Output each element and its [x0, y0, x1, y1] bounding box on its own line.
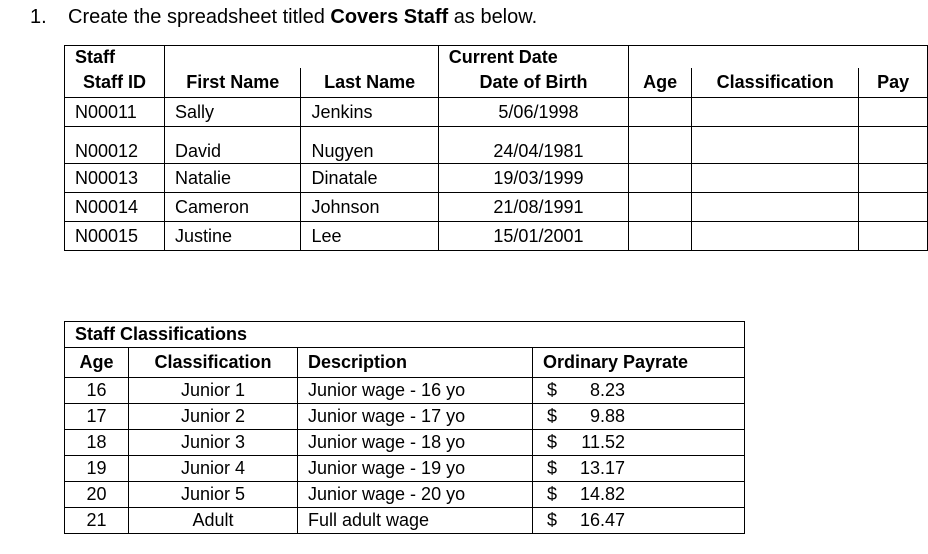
staff-id-cell[interactable]: N00015: [65, 222, 165, 251]
header-staff-id: Staff ID: [65, 68, 165, 98]
table-row: [65, 98, 928, 127]
age-cell[interactable]: 18: [65, 430, 129, 456]
instruction-number: 1.: [30, 6, 47, 28]
instruction-text-after: as below.: [448, 6, 538, 28]
staff-title-row: [65, 46, 928, 69]
staff-table: [64, 45, 928, 251]
age-cell[interactable]: 19: [65, 456, 129, 482]
age-cell[interactable]: 21: [65, 508, 129, 534]
payrate-cell[interactable]: [533, 430, 745, 456]
header-date-of-birth: Date of Birth: [438, 68, 628, 98]
current-date-label: Current Date: [438, 46, 628, 69]
age-cell[interactable]: [629, 127, 692, 164]
description-cell[interactable]: Junior wage - 20 yo: [298, 482, 533, 508]
age-cell[interactable]: 20: [65, 482, 129, 508]
first-name-cell[interactable]: Cameron: [165, 193, 301, 222]
header-age: Age: [65, 348, 129, 378]
table-row: [65, 482, 745, 508]
last-name-cell[interactable]: Dinatale: [301, 164, 438, 193]
first-name-cell[interactable]: Sally: [165, 98, 301, 127]
payrate-cell[interactable]: [533, 482, 745, 508]
current-date-value[interactable]: [629, 46, 928, 69]
payrate-cell[interactable]: [533, 456, 745, 482]
first-name-cell[interactable]: David: [165, 127, 301, 164]
currency-symbol: $: [547, 510, 558, 530]
age-cell[interactable]: [629, 164, 692, 193]
classification-cell[interactable]: Junior 3: [129, 430, 298, 456]
first-name-cell[interactable]: Natalie: [165, 164, 301, 193]
payrate-amount: 16.47: [579, 510, 625, 530]
spreadsheet-title: Covers Staff: [330, 6, 449, 28]
staff-id-cell[interactable]: N00011: [65, 98, 165, 127]
header-description: Description: [298, 348, 533, 378]
classification-cell[interactable]: [692, 222, 859, 251]
staff-header-row: [65, 68, 928, 98]
payrate-amount: 13.17: [579, 458, 625, 478]
dob-cell[interactable]: 19/03/1999: [438, 164, 628, 193]
header-classification: Classification: [692, 68, 859, 98]
staff-id-cell[interactable]: N00012: [65, 127, 165, 164]
age-cell[interactable]: 17: [65, 404, 129, 430]
description-cell[interactable]: Junior wage - 18 yo: [298, 430, 533, 456]
age-cell[interactable]: 16: [65, 378, 129, 404]
header-age: Age: [629, 68, 692, 98]
pay-cell[interactable]: [859, 98, 928, 127]
table-row: [65, 378, 745, 404]
table-row: [65, 508, 745, 534]
header-pay: Pay: [859, 68, 928, 98]
classification-cell[interactable]: Junior 2: [129, 404, 298, 430]
staff-title-blank: [165, 46, 439, 69]
classification-cell[interactable]: [692, 164, 859, 193]
header-ordinary-payrate: Ordinary Payrate: [533, 348, 745, 378]
class-title-row: [65, 322, 745, 348]
table-row: [65, 430, 745, 456]
table-row: [65, 193, 928, 222]
table-row: [65, 164, 928, 193]
currency-symbol: $: [547, 458, 558, 478]
payrate-cell[interactable]: [533, 378, 745, 404]
currency-symbol: $: [547, 406, 558, 426]
staff-classifications-table: [64, 321, 745, 534]
payrate-amount: 14.82: [579, 484, 625, 504]
staff-id-cell[interactable]: N00013: [65, 164, 165, 193]
staff-title-cell: Staff: [65, 46, 165, 69]
payrate-cell[interactable]: [533, 404, 745, 430]
first-name-cell[interactable]: Justine: [165, 222, 301, 251]
pay-cell[interactable]: [859, 222, 928, 251]
last-name-cell[interactable]: Lee: [301, 222, 438, 251]
last-name-cell[interactable]: Johnson: [301, 193, 438, 222]
classification-cell[interactable]: [692, 193, 859, 222]
age-cell[interactable]: [629, 98, 692, 127]
classification-cell[interactable]: [692, 127, 859, 164]
payrate-amount: 8.23: [589, 380, 625, 400]
table-row: [65, 127, 928, 164]
description-cell[interactable]: Full adult wage: [298, 508, 533, 534]
description-cell[interactable]: Junior wage - 17 yo: [298, 404, 533, 430]
pay-cell[interactable]: [859, 127, 928, 164]
header-last-name: Last Name: [301, 68, 438, 98]
dob-cell[interactable]: 5/06/1998: [438, 98, 628, 127]
dob-cell[interactable]: 15/01/2001: [438, 222, 628, 251]
payrate-cell[interactable]: [533, 508, 745, 534]
last-name-cell[interactable]: Nugyen: [301, 127, 438, 164]
table-row: [65, 404, 745, 430]
classification-cell[interactable]: Junior 4: [129, 456, 298, 482]
payrate-amount: 9.88: [589, 406, 625, 426]
description-cell[interactable]: Junior wage - 16 yo: [298, 378, 533, 404]
dob-cell[interactable]: 21/08/1991: [438, 193, 628, 222]
currency-symbol: $: [547, 380, 558, 400]
class-table-title: Staff Classifications: [65, 322, 745, 348]
header-first-name: First Name: [165, 68, 301, 98]
classification-cell[interactable]: [692, 98, 859, 127]
table-row: [65, 222, 928, 251]
description-cell[interactable]: Junior wage - 19 yo: [298, 456, 533, 482]
last-name-cell[interactable]: Jenkins: [301, 98, 438, 127]
classification-cell[interactable]: Junior 5: [129, 482, 298, 508]
pay-cell[interactable]: [859, 164, 928, 193]
classification-cell[interactable]: Adult: [129, 508, 298, 534]
classification-cell[interactable]: Junior 1: [129, 378, 298, 404]
table-row: [65, 456, 745, 482]
header-classification: Classification: [129, 348, 298, 378]
instruction-text-before: Create the spreadsheet titled: [68, 6, 331, 28]
age-cell[interactable]: [629, 222, 692, 251]
staff-id-cell[interactable]: N00014: [65, 193, 165, 222]
currency-symbol: $: [547, 432, 558, 452]
currency-symbol: $: [547, 484, 558, 504]
age-cell[interactable]: [629, 193, 692, 222]
dob-cell[interactable]: 24/04/1981: [438, 127, 628, 164]
instruction-text: [30, 4, 537, 30]
class-header-row: [65, 348, 745, 378]
payrate-amount: 11.52: [581, 432, 625, 452]
pay-cell[interactable]: [859, 193, 928, 222]
